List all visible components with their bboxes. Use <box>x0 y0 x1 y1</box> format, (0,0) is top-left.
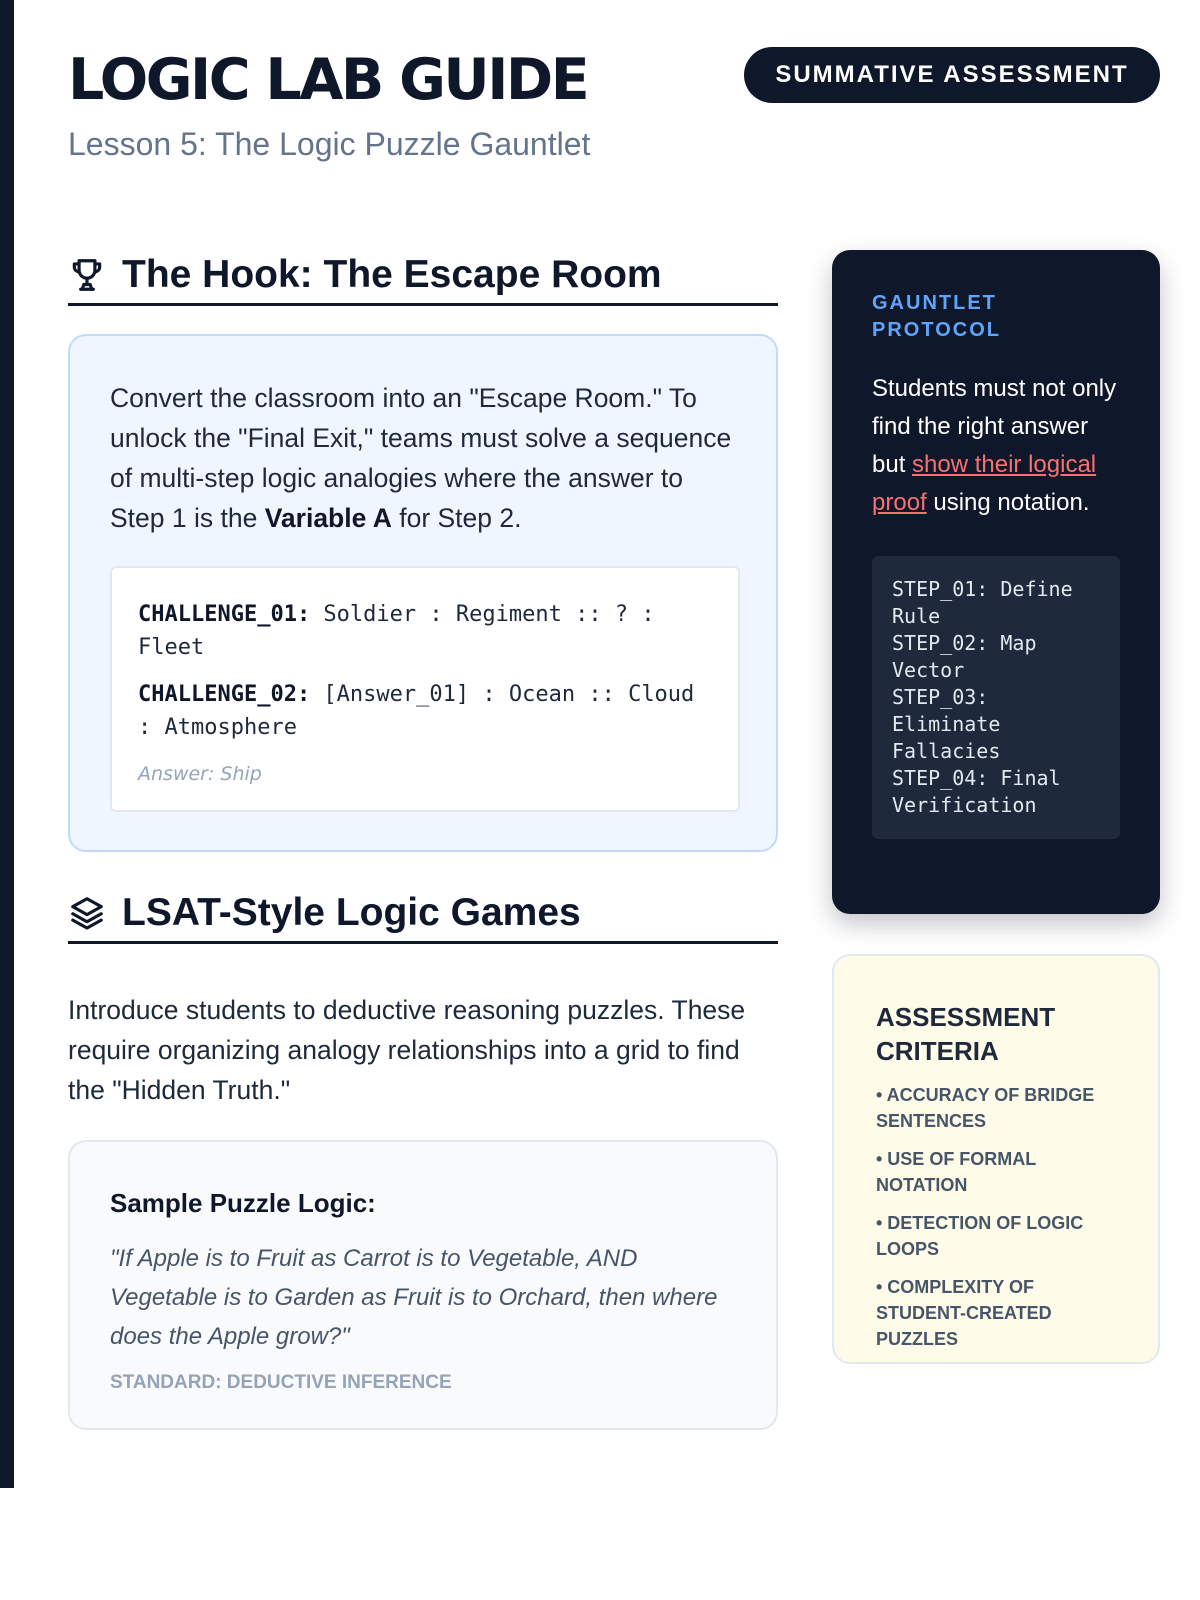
page-title: LOGIC LAB GUIDE <box>68 47 588 113</box>
sample-puzzle-title: Sample Puzzle Logic: <box>110 1188 376 1218</box>
criteria-item: • ACCURACY OF BRIDGE SENTENCES <box>876 1085 1095 1131</box>
sample-puzzle-card <box>68 1140 778 1430</box>
hook-card <box>68 334 778 852</box>
protocol-label: GAUNTLET PROTOCOL <box>872 292 1001 341</box>
lsat-heading: LSAT-Style Logic Games <box>122 890 581 934</box>
protocol-steps <box>872 556 1120 839</box>
puzzle-standard: STANDARD: DEDUCTIVE INFERENCE <box>110 1372 452 1393</box>
assessment-badge: SUMMATIVE ASSESSMENT <box>744 47 1160 103</box>
layers-icon <box>68 894 106 932</box>
challenge-answer: Answer: Ship <box>138 763 262 785</box>
challenge-code-box <box>110 566 740 812</box>
protocol-step: STEP_03: Eliminate Fallacies <box>892 685 1001 763</box>
trophy-icon <box>68 256 106 294</box>
variable-a-emphasis: Variable A <box>264 503 392 533</box>
lsat-intro: Introduce students to deductive reasoning puzzles. These require organizing analogy relationships into a grid to find the "Hidden Truth." <box>68 995 746 1105</box>
protocol-text: Students must not only find the right answer but show their logical proof using notation. <box>872 375 1117 516</box>
hook-description: Convert the classroom into an "Escape Room." To unlock the "Final Exit," teams must solve a sequence of multi-step logic analogies where the answer to Step 1 is the Variable A for Step 2. <box>110 383 732 533</box>
lsat-section-header <box>68 884 778 944</box>
protocol-step: STEP_01: Define Rule <box>892 577 1073 628</box>
criteria-list <box>876 1082 1116 1352</box>
protocol-step: STEP_04: Final Verification <box>892 766 1061 817</box>
hook-heading: The Hook: The Escape Room <box>122 252 662 296</box>
criteria-item: • DETECTION OF LOGIC LOOPS <box>876 1213 1084 1259</box>
logical-proof-highlight: show their logical proof <box>872 451 1097 516</box>
criteria-item: • USE OF FORMAL NOTATION <box>876 1149 1036 1195</box>
challenge-01: CHALLENGE_01: Soldier : Regiment :: ? : Fleet <box>138 602 655 660</box>
gauntlet-protocol-card <box>832 250 1160 914</box>
page-subtitle: Lesson 5: The Logic Puzzle Gauntlet <box>68 126 591 162</box>
hook-section-header <box>68 246 778 306</box>
challenge-02: CHALLENGE_02: [Answer_01] : Ocean :: Cloud : Atmosphere <box>138 682 695 740</box>
protocol-step: STEP_02: Map Vector <box>892 631 1037 682</box>
sample-puzzle-quote: "If Apple is to Fruit as Carrot is to Vegetable, AND Vegetable is to Garden as Fruit is to Orchard, then where does the Apple grow?" <box>110 1245 718 1350</box>
criteria-item: • COMPLEXITY OF STUDENT-CREATED PUZZLES <box>876 1277 1052 1349</box>
left-accent-bar <box>0 0 14 1488</box>
criteria-heading: ASSESSMENT CRITERIA <box>876 1002 1056 1066</box>
assessment-criteria-card <box>832 954 1160 1364</box>
